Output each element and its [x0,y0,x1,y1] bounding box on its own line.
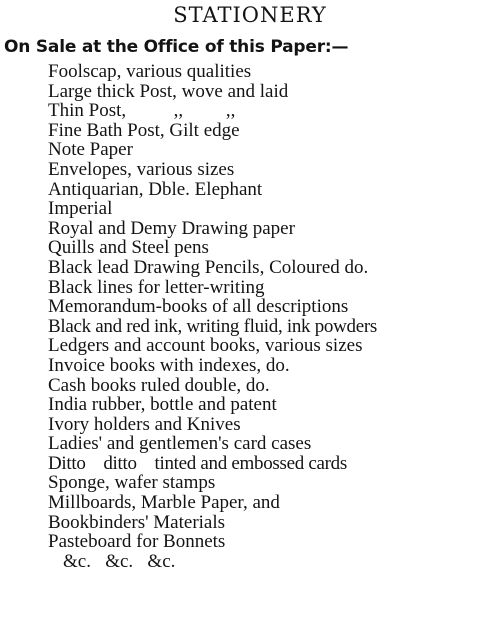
list-item: Quills and Steel pens [48,237,209,259]
list-item: Black lines for letter-writing [48,276,265,298]
list-item: Ledgers and account books, various sizes [48,335,363,357]
list-item: Millboards, Marble Paper, and [48,492,280,514]
list-item: Cash books ruled double, do. [48,374,270,396]
list-item: Ivory holders and Knives [48,413,241,435]
list-item: Black and red ink, writing fluid, ink powders [48,315,377,337]
list-item: Black lead Drawing Pencils, Coloured do. [48,256,369,278]
list-item: Royal and Demy Drawing paper [48,217,295,239]
list-item: Pasteboard for Bonnets [48,531,226,553]
list-item: Imperial [48,198,113,220]
list-item: &c. &c. &c. [63,550,176,572]
stationery-list [48,62,377,571]
list-item: Note Paper [48,139,133,161]
list-item: Invoice books with indexes, do. [48,354,290,376]
list-item: Memorandum-books of all descriptions [48,296,349,318]
list-item: Thin Post, ,, ,, [48,100,236,122]
list-item: Sponge, wafer stamps [48,472,216,494]
list-item: Fine Bath Post, Gilt edge [48,119,240,141]
list-item: Large thick Post, wove and laid [48,80,289,102]
list-item: Ditto ditto tinted and embossed cards [48,452,347,474]
list-item: India rubber, bottle and patent [48,394,277,416]
list-item: Bookbinders' Materials [48,511,226,533]
list-item: Antiquarian, Dble. Elephant [48,178,263,200]
list-item: Ladies' and gentlemen's card cases [48,433,312,455]
page-subtitle: On Sale at the Office of this Paper:— [4,37,349,57]
list-item: Foolscap, various qualities [48,61,252,82]
page-title: STATIONERY [173,3,327,27]
list-item: Envelopes, various sizes [48,158,235,180]
